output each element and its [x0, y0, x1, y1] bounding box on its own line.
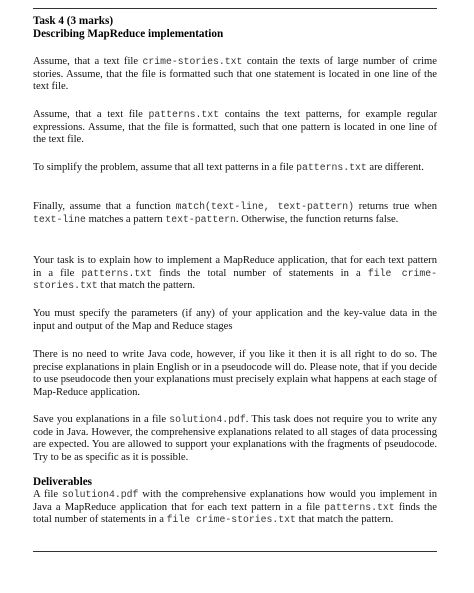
paragraph-simplify-assumption: To simplify the problem, assume that all text patterns in a file patterns.txt are different.: [33, 162, 424, 173]
code-patterns-txt: patterns.txt: [81, 267, 152, 279]
code-solution4-pdf: solution4.pdf: [169, 414, 246, 425]
paragraph-no-java-code: There is no need to write Java code, however, if you like it then it is all right to do so. The precise explanations in plain English or in a pseudocode will do. Please note, that if you decide to use pseudocode then your explanations must precisely explain what happens at each stage of Map-Reduce application.: [33, 349, 437, 398]
task-subtitle: Describing MapReduce implementation: [33, 28, 224, 40]
paragraph-crime-stories-file: Assume, that a text file crime-stories.txt contain the texts of large number of crime stories. Assume, that the file is formatted such that one statement is located in one line of the text file.: [33, 56, 437, 92]
code-solution4-pdf: solution4.pdf: [61, 489, 139, 500]
top-rule: [33, 8, 437, 9]
paragraph-match-function: Finally, assume that a function match(text-line, text-pattern) returns true when text-line matches a pattern text-pattern. Otherwise, the function returns false.: [33, 201, 437, 225]
task-title: Task 4 (3 marks): [33, 15, 114, 27]
code-patterns-txt: patterns.txt: [148, 109, 220, 120]
code-patterns-txt: patterns.txt: [296, 162, 367, 173]
code-text-line: text-line: [33, 213, 86, 225]
deliverables-heading: Deliverables: [33, 476, 93, 488]
code-match-function: match(text-line, text-pattern): [175, 201, 355, 212]
paragraph-deliverables: A file solution4.pdf with the comprehensive explanations how would you implement in Java a MapReduce application that for each text pattern in a file patterns.txt finds the total number of statements in a file crime-stories.txt that match the pattern.: [33, 489, 438, 525]
paragraph-patterns-file: Assume, that a text file patterns.txt contains the text patterns, for example regular expressions. Assume, that the file is formatted, such that one pattern is located in one line of the text file.: [33, 109, 437, 145]
code-crime-stories-txt: crime-stories.txt: [142, 56, 243, 67]
code-text-pattern: text-pattern: [165, 213, 236, 225]
paragraph-task-description: Your task is to explain how to implement a MapReduce application, that for each text pattern in a file patterns.txt finds the total number of statements in a file crime-stories.txt that match the pattern.: [33, 255, 437, 291]
paragraph-save-explanations: Save you explanations in a file solution4.pdf. This task does not require you to write any code in Java. However, the comprehensive explanations related to all stages of data processing are expected. You are allowed to support your explanations with the fragments of pseudocode. Try to be as specific as it is possible.: [33, 414, 437, 463]
code-patterns-txt: patterns.txt: [324, 501, 395, 513]
bottom-rule: [33, 551, 437, 552]
paragraph-parameters: You must specify the parameters (if any) of your application and the key-value data in the input and output of the Map and Reduce stages: [33, 308, 437, 332]
code-crime-stories-txt: file crime-stories.txt: [33, 267, 437, 291]
code-crime-stories-txt: file crime-stories.txt: [166, 514, 296, 525]
